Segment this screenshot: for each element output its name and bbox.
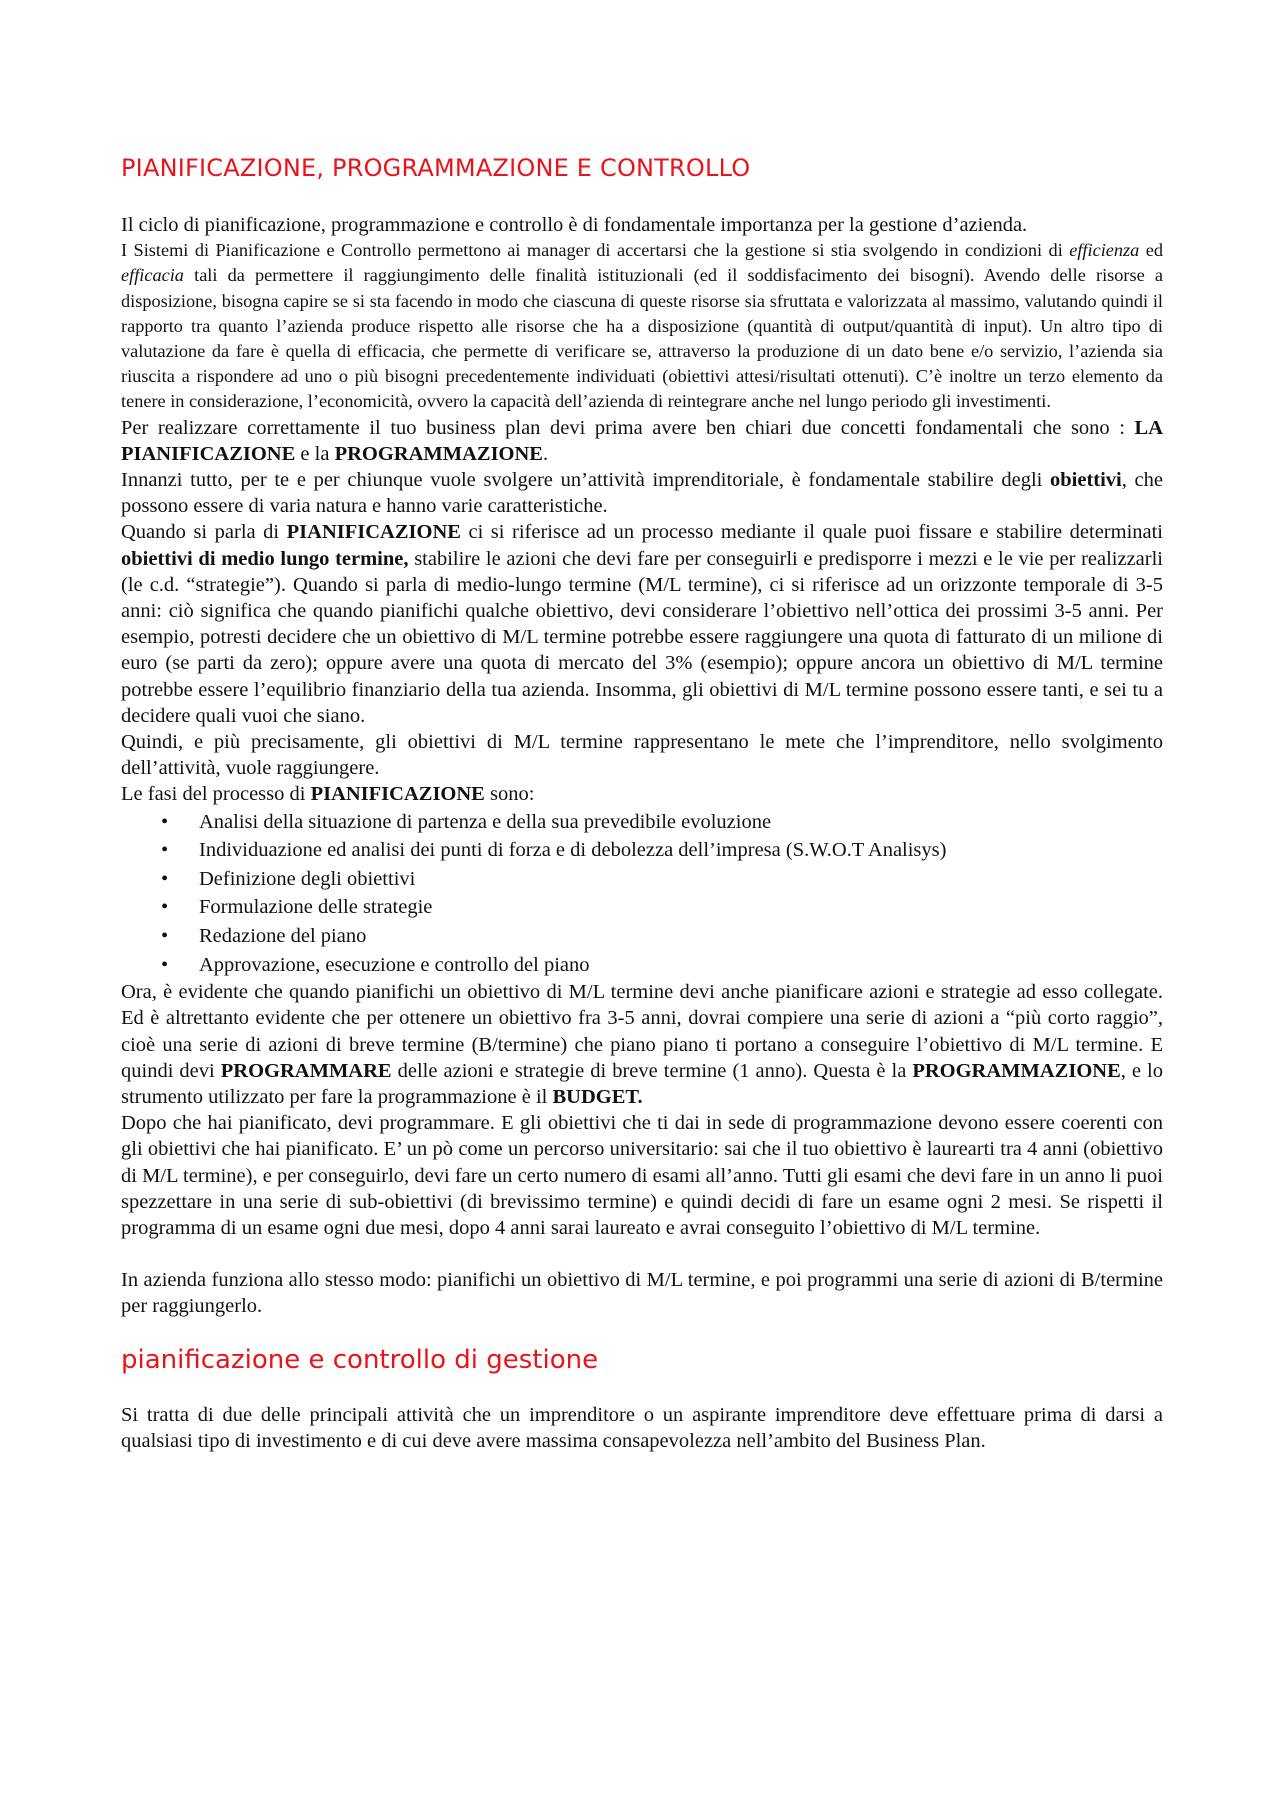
phases-intro: Le fasi del processo di PIANIFICAZIONE sono: xyxy=(121,783,535,806)
goals-paragraph: Quindi, e più precisamente, gli obiettivi di M/L termine rappresentano le mete che l’imprenditore, nello svolgimento dell’attività, vuole raggiungere. xyxy=(121,731,1163,780)
main-heading: PIANIFICAZIONE, PROGRAMMAZIONE E CONTROLLO xyxy=(121,154,751,182)
company-paragraph: In azienda funziona allo stesso modo: pianifichi un obiettivo di M/L termine, e poi programmi una serie di azioni di B/termine per raggiungerlo. xyxy=(121,1269,1163,1318)
list-item: • Formulazione delle strategie xyxy=(161,896,433,919)
list-item: • Analisi della situazione di partenza e della sua prevedibile evoluzione xyxy=(161,810,772,833)
section-heading: pianificazione e controllo di gestione xyxy=(121,1344,599,1375)
phases-list xyxy=(121,808,1163,980)
systems-paragraph: I Sistemi di Pianificazione e Controllo permettono ai manager di accertarsi che la gestione si stia svolgendo in condizioni di efficienza ed efficacia tali da permettere il raggiungimento delle finalità istituzionali (ed il soddisfacimento dei bisogni). Avendo delle risorse a disposizione, bisogna capire se si sta facendo in modo che ciascuna di queste risorse sia sfruttata e valorizzata al massimo, valutando quindi il rapporto tra quanto l’azienda produce rispetto alle risorse che ha a disposizione (quantità di output/quantità di input). Un altro tipo di valutazione da fare è quella di efficacia, che permette di verificare se, attraverso la produzione di un dato bene e/o servizio, l’azienda sia riuscita a rispondere ad uno o più bisogni precedentemente individuati (obiettivi attesi/risultati ottenuti). C’è inoltre un terzo elemento da tenere in considerazione, l’economicità, ovvero la capacità dell’azienda di reintegrare anche nel lungo periodo gli investimenti. xyxy=(121,240,1163,412)
programming-paragraph: Ora, è evidente che quando pianifichi un obiettivo di M/L termine devi anche pianificare azioni e strategie ad esso collegate. Ed è altrettanto evidente che per ottenere un obiettivo fra 3-5 anni, dovrai compiere una serie di azioni a “più corto raggio”, cioè una serie di azioni di breve termine (B/termine) che piano piano ti portano a conseguire l’obiettivo di M/L termine. E quindi devi PROGRAMMARE delle azioni e strategie di breve termine (1 anno). Questa è la PROGRAMMAZIONE, e lo strumento utilizzato per fare la programmazione è il BUDGET. xyxy=(121,981,1163,1109)
document-page xyxy=(121,150,1163,1454)
list-item: • Definizione degli obiettivi xyxy=(161,867,416,890)
closing-paragraph: Si tratta di due delle principali attività che un imprenditore o un aspirante imprenditore deve effettuare prima di darsi a qualsiasi tipo di investimento e di cui deve avere massima consapevolezza nell’ambito del Business Plan. xyxy=(121,1403,1163,1452)
list-item: • Individuazione ed analisi dei punti di forza e di debolezza dell’impresa (S.W.O.T Analisys) xyxy=(161,839,947,862)
example-paragraph: Dopo che hai pianificato, devi programmare. E gli obiettivi che ti dai in sede di programmazione devono essere coerenti con gli obiettivi che hai pianificato. E’ un pò come un percorso universitario: sai che il tuo obiettivo è laurearti tra 4 anni (obiettivo di M/L termine), e per conseguirlo, devi fare un certo numero di esami all’anno. Tutti gli esami che devi fare in un anno li puoi spezzettare in una serie di sub-obiettivi (di brevissimo termine) e quindi decidi di fare un esame ogni 2 mesi. Se rispetti il programma di un esame ogni due mesi, dopo 4 anni sarai laureato e avrai conseguito l’obiettivo di M/L termine. xyxy=(121,1112,1163,1240)
list-item: • Redazione del piano xyxy=(161,925,367,948)
business-plan-paragraph: Per realizzare correttamente il tuo business plan devi prima avere ben chiari due concetti fondamentali che sono : LA PIANIFICAZIONE e la PROGRAMMAZIONE. xyxy=(121,416,1163,465)
planning-paragraph: Quando si parla di PIANIFICAZIONE ci si riferisce ad un processo mediante il quale puoi fissare e stabilire determinati obiettivi di medio lungo termine, stabilire le azioni che devi fare per conseguirli e predisporre i mezzi e le vie per realizzarli (le c.d. “strategie”). Quando si parla di medio-lungo termine (M/L termine), ci si riferisce ad un orizzonte temporale di 3-5 anni: ciò significa che quando pianifichi qualche obiettivo, devi considerare l’obiettivo nell’ottica dei prossimi 3-5 anni. Per esempio, potresti decidere che un obiettivo di M/L termine potrebbe essere raggiungere una quota di fatturato di un milione di euro (se parti da zero); oppure avere una quota di mercato del 3% (esempio); oppure ancora un obiettivo di M/L termine potrebbe essere l’equilibrio finanziario della tua azienda. Insomma, gli obiettivi di M/L termine possono essere tanti, e sei tu a decidere quali vuoi che siano. xyxy=(121,521,1164,727)
list-item: • Approvazione, esecuzione e controllo del piano xyxy=(161,953,590,976)
objectives-paragraph: Innanzi tutto, per te e per chiunque vuole svolgere un’attività imprenditoriale, è fondamentale stabilire degli obiettivi, che possono essere di varia natura e hanno varie caratteristiche. xyxy=(121,469,1163,518)
intro-paragraph: Il ciclo di pianificazione, programmazione e controllo è di fondamentale importanza per la gestione d’azienda. xyxy=(121,214,1028,236)
